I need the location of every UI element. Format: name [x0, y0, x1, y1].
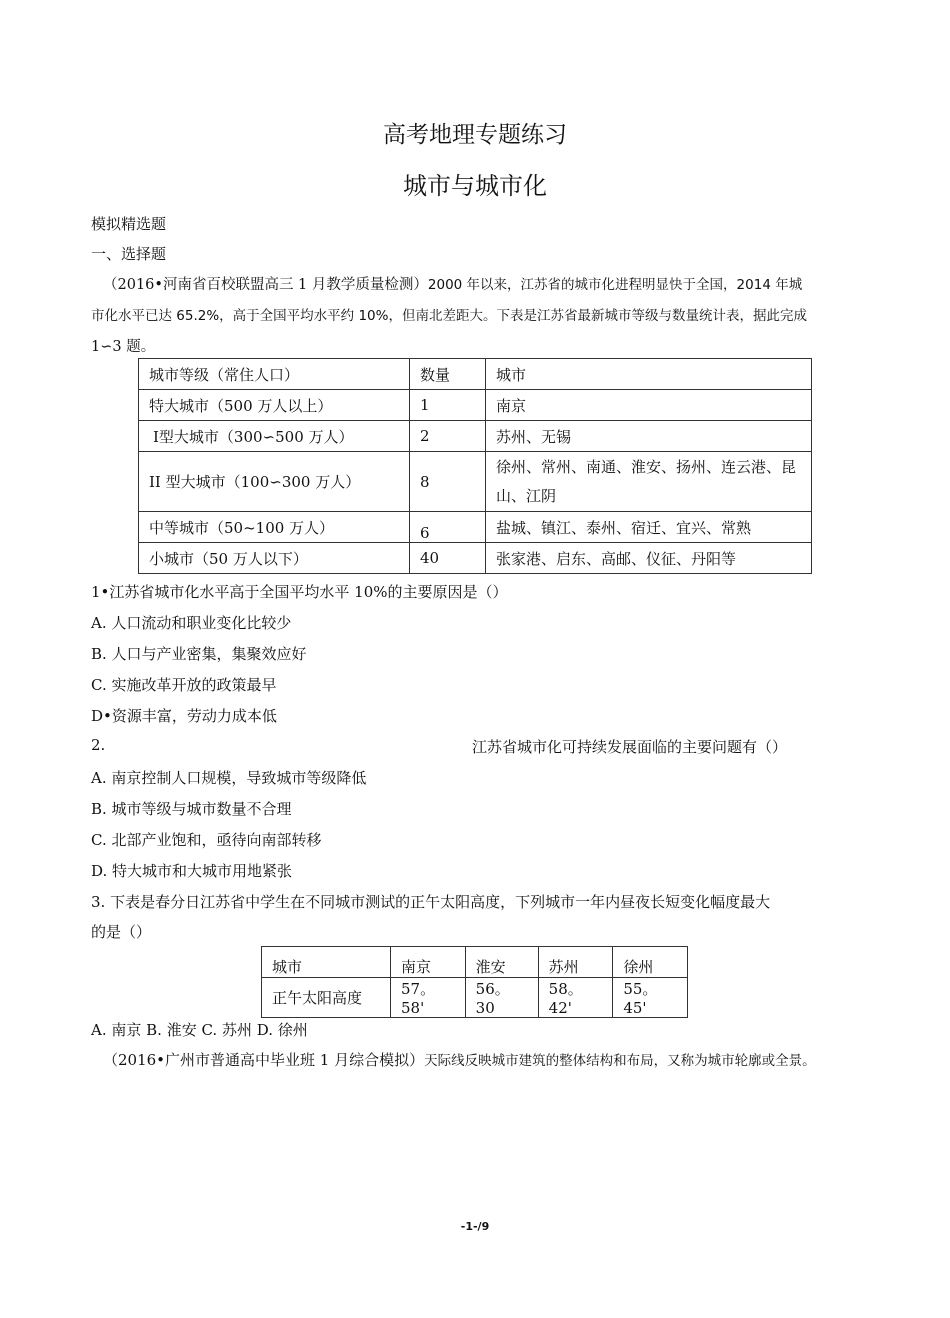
table-cell: 2 — [410, 421, 486, 452]
document-title: 高考地理专题练习 — [383, 122, 567, 148]
question-1-option-c: C. 实施改革开放的政策最早 — [91, 676, 277, 694]
question-1-option-a: A. 人口流动和职业变化比较少 — [91, 614, 292, 632]
question-3-stem-line2: 的是（） — [91, 923, 152, 941]
table-cell: II 型大城市（100∽300 万人） — [139, 452, 410, 512]
table-cell: 苏州、无锡 — [486, 421, 812, 452]
table-cell: 小城市（50 万人以下） — [139, 543, 410, 574]
table-header-cell: 数量 — [410, 359, 486, 390]
table-header-cell: 南京 — [391, 947, 466, 978]
intro-line3: 1∽3 题。 — [91, 339, 156, 355]
table-row — [139, 543, 812, 574]
table-header-cell: 苏州 — [538, 947, 613, 978]
section-label: 模拟精选题 — [91, 215, 167, 233]
page-number: -1-/9 — [460, 1220, 490, 1233]
question-2-option-a: A. 南京控制人口规模，导致城市等级降低 — [91, 769, 367, 787]
question-2-option-c: C. 北部产业饱和，亟待向南部转移 — [91, 831, 322, 849]
table-cell: 南京 — [486, 390, 812, 421]
table-header-row — [262, 947, 688, 978]
question-1-option-b: B. 人口与产业密集，集聚效应好 — [91, 645, 307, 663]
table-cell: 正午太阳高度 — [262, 978, 391, 1018]
intro-paragraph — [91, 270, 861, 363]
table-header-cell: 徐州 — [613, 947, 688, 978]
table-cell: 57。58' — [391, 978, 466, 1018]
table-cell: 8 — [410, 452, 486, 512]
question-1-option-d: D•资源丰富，劳动力成本低 — [91, 707, 277, 725]
table-row — [262, 978, 688, 1018]
next-intro — [103, 1049, 816, 1070]
table-cell: 中等城市（50~100 万人） — [139, 512, 410, 543]
table-row — [139, 512, 812, 543]
part-label: 一、选择题 — [91, 245, 167, 263]
table-cell: 56。30 — [465, 978, 538, 1018]
table-cell: 55。45' — [613, 978, 688, 1018]
question-3-options: A. 南京 B. 淮安 C. 苏州 D. 徐州 — [91, 1021, 308, 1039]
table-cell: 盐城、镇江、泰州、宿迁、宜兴、常熟 — [486, 512, 812, 543]
intro-line1: 2000 年以来，江苏省的城市化进程明显快于全国，2014 年城 — [427, 277, 803, 293]
table-header-cell: 淮安 — [465, 947, 538, 978]
table-header-cell: 城市等级（常住人口） — [139, 359, 410, 390]
table-row — [139, 421, 812, 452]
city-grade-table — [138, 358, 812, 574]
table-header-row — [139, 359, 812, 390]
question-1-stem: 1•江苏省城市化水平高于全国平均水平 10%的主要原因是（） — [91, 583, 508, 601]
table-row — [139, 390, 812, 421]
table-cell: 徐州、常州、南通、淮安、扬州、连云港、昆山、江阴 — [486, 452, 812, 512]
table-cell: 58。42' — [538, 978, 613, 1018]
table-cell: 6 — [410, 512, 486, 543]
question-2-number: 2. — [91, 736, 106, 754]
table-cell: Ⅰ型大城市（300∽500 万人） — [139, 421, 410, 452]
table-cell: 40 — [410, 543, 486, 574]
sun-altitude-table — [261, 946, 688, 1018]
table-row — [139, 452, 812, 512]
question-3-stem-line1: 3. 下表是春分日江苏省中学生在不同城市测试的正午太阳高度，下列城市一年内昼夜长短变化幅度最大 — [91, 893, 771, 911]
next-intro-source: （2016•广州市普通高中毕业班 1 月综合模拟） — [103, 1051, 425, 1069]
intro-source: （2016•河南省百校联盟高三 1 月教学质量检测） — [103, 277, 428, 293]
next-intro-text: 天际线反映城市建筑的整体结构和布局，又称为城市轮廓或全景。 — [424, 1053, 816, 1069]
table-cell: 特大城市（500 万人以上） — [139, 390, 410, 421]
table-cell: 张家港、启东、高邮、仪征、丹阳等 — [486, 543, 812, 574]
question-2-option-d: D. 特大城市和大城市用地紧张 — [91, 862, 293, 880]
intro-line2: 市化水平已达 65.2%，高于全国平均水平约 10%，但南北差距大。下表是江苏省最新城市等级与数量统计表，据此完成 — [91, 308, 807, 324]
table-header-cell: 城市 — [262, 947, 391, 978]
question-2-stem: 江苏省城市化可持续发展面临的主要问题有（） — [472, 738, 788, 756]
question-2-option-b: B. 城市等级与城市数量不合理 — [91, 800, 292, 818]
document-subtitle: 城市与城市化 — [403, 172, 547, 200]
table-header-cell: 城市 — [486, 359, 812, 390]
table-cell: 1 — [410, 390, 486, 421]
